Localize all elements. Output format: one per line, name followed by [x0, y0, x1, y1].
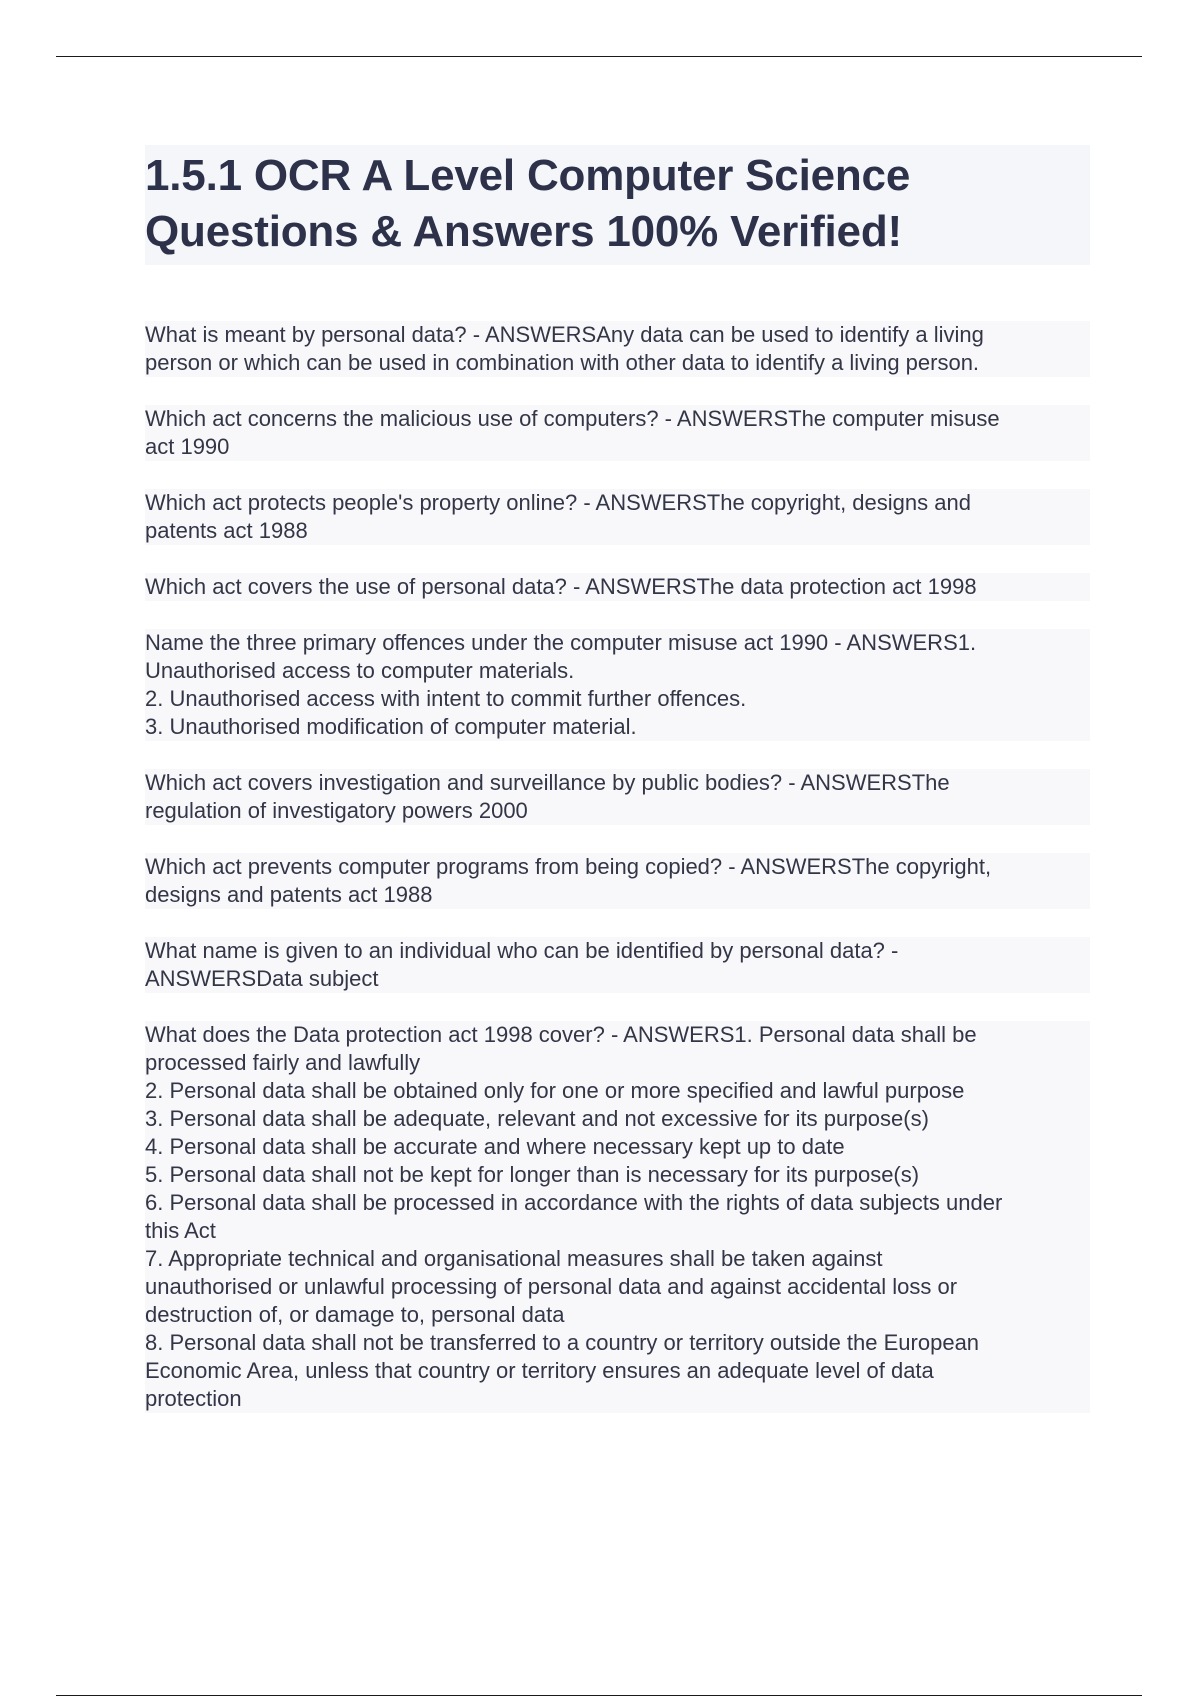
qa-line: regulation of investigatory powers 2000: [145, 798, 528, 823]
qa-line: patents act 1988: [145, 518, 308, 543]
qa-item: [145, 321, 1090, 377]
qa-line: Economic Area, unless that country or territory ensures an adequate level of data: [145, 1358, 934, 1383]
qa-line: Which act protects people's property online? - ANSWERSThe copyright, designs and: [145, 490, 971, 515]
qa-line: unauthorised or unlawful processing of personal data and against accidental loss or: [145, 1274, 958, 1299]
qa-line: 3. Unauthorised modification of computer material.: [145, 714, 637, 739]
qa-line: ANSWERSData subject: [145, 966, 379, 991]
document-body: [145, 145, 1090, 1441]
qa-line: person or which can be used in combination with other data to identify a living person.: [145, 350, 980, 375]
qa-line: What does the Data protection act 1998 cover? - ANSWERS1. Personal data shall be: [145, 1022, 977, 1047]
title-line-2: Questions & Answers 100% Verified!: [145, 207, 902, 256]
qa-line: processed fairly and lawfully: [145, 1050, 421, 1075]
qa-line: act 1990: [145, 434, 230, 459]
qa-line: 3. Personal data shall be adequate, relevant and not excessive for its purpose(s): [145, 1106, 929, 1131]
qa-line: Name the three primary offences under the computer misuse act 1990 - ANSWERS1.: [145, 630, 977, 655]
qa-line: Which act concerns the malicious use of computers? - ANSWERSThe computer misuse: [145, 406, 1000, 431]
top-rule: [56, 56, 1142, 57]
qa-line: destruction of, or damage to, personal data: [145, 1302, 565, 1327]
qa-item: [145, 937, 1090, 993]
qa-list: [145, 321, 1090, 1413]
qa-line: Which act covers investigation and surveillance by public bodies? - ANSWERSThe: [145, 770, 950, 795]
qa-item: [145, 1021, 1090, 1413]
qa-line: What name is given to an individual who can be identified by personal data? -: [145, 938, 899, 963]
qa-line: 8. Personal data shall not be transferred to a country or territory outside the European: [145, 1330, 980, 1355]
qa-line: What is meant by personal data? - ANSWERSAny data can be used to identify a living: [145, 322, 984, 347]
title-block: [145, 145, 1090, 265]
qa-line: 2. Personal data shall be obtained only for one or more specified and lawful purpose: [145, 1078, 965, 1103]
qa-item: [145, 489, 1090, 545]
qa-line: 4. Personal data shall be accurate and where necessary kept up to date: [145, 1134, 845, 1159]
qa-line: designs and patents act 1988: [145, 882, 433, 907]
bottom-rule: [56, 1695, 1142, 1696]
qa-line: 5. Personal data shall not be kept for longer than is necessary for its purpose(s): [145, 1162, 920, 1187]
qa-line: this Act: [145, 1218, 216, 1243]
qa-item: [145, 405, 1090, 461]
qa-item: [145, 573, 1090, 601]
qa-line: 2. Unauthorised access with intent to commit further offences.: [145, 686, 747, 711]
qa-item: [145, 629, 1090, 741]
qa-item: [145, 853, 1090, 909]
qa-line: Unauthorised access to computer materials.: [145, 658, 575, 683]
qa-line: 6. Personal data shall be processed in accordance with the rights of data subjects under: [145, 1190, 1003, 1215]
document-title: [145, 148, 1086, 260]
qa-line: Which act prevents computer programs from being copied? - ANSWERSThe copyright,: [145, 854, 992, 879]
qa-item: [145, 769, 1090, 825]
qa-line: 7. Appropriate technical and organisational measures shall be taken against: [145, 1246, 883, 1271]
qa-line: protection: [145, 1386, 242, 1411]
title-line-1: 1.5.1 OCR A Level Computer Science: [145, 151, 911, 200]
qa-line: Which act covers the use of personal data? - ANSWERSThe data protection act 1998: [145, 574, 977, 599]
